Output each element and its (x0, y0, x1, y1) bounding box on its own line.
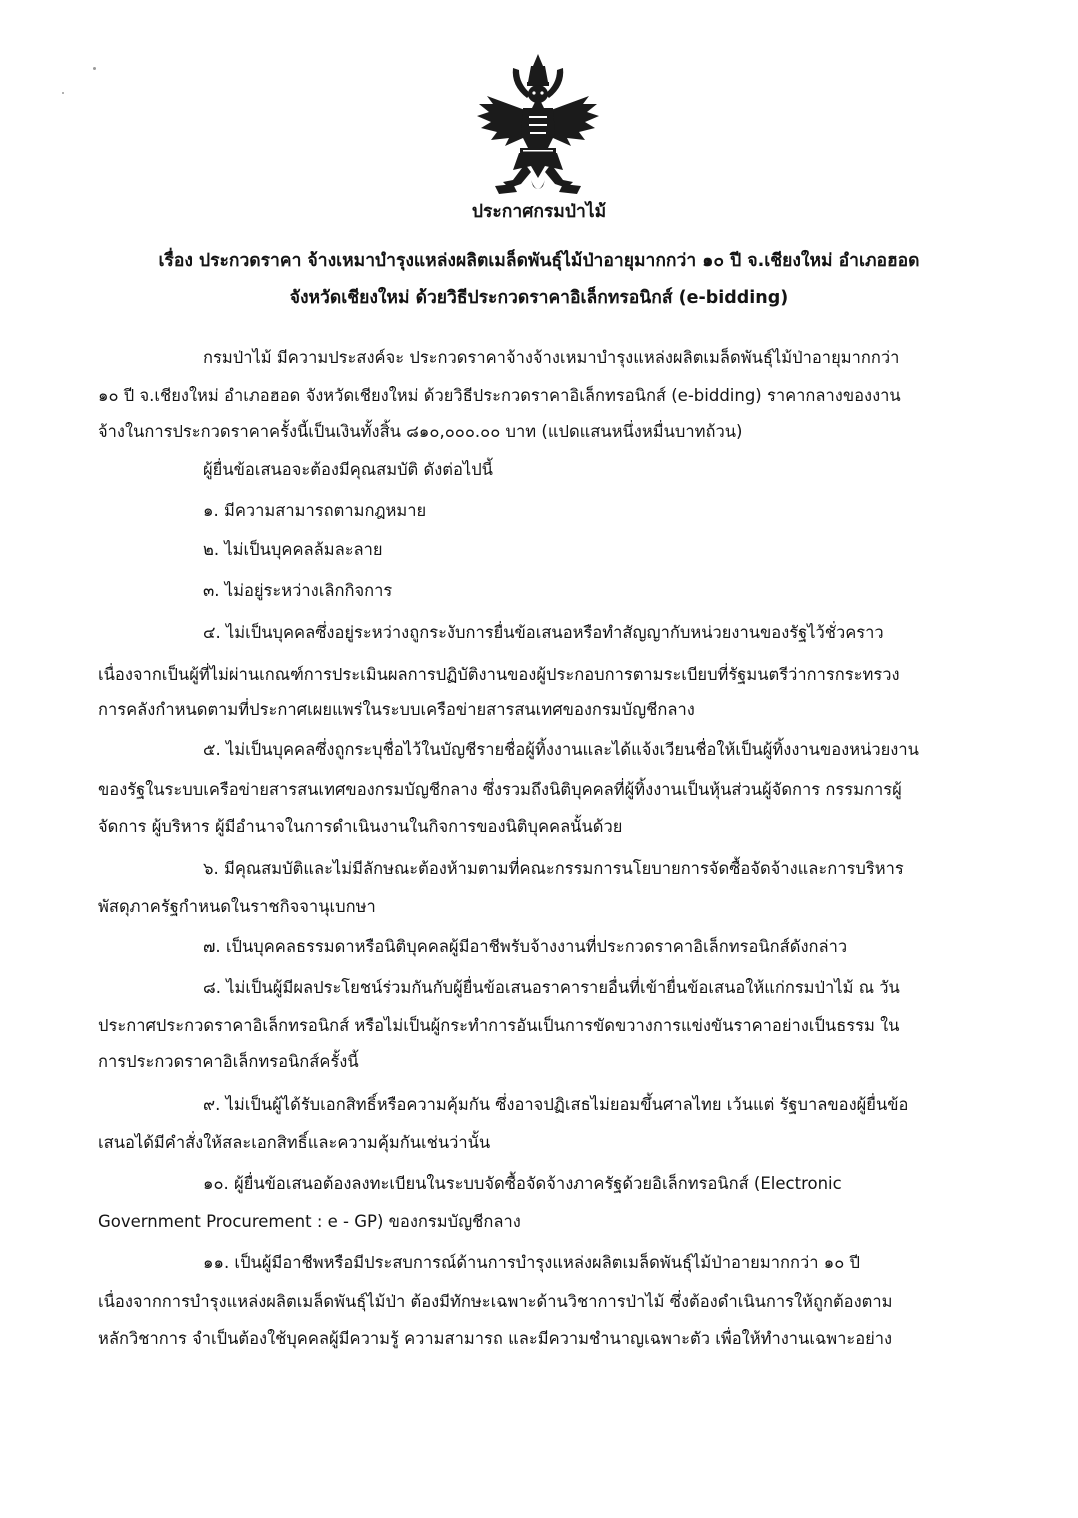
list-item: ๑๐. ผู้ยื่นข้อเสนอต้องลงทะเบียนในระบบจัดซื้อจัดจ้างภาครัฐด้วยอิเล็กทรอนิกส์ (Electronic (203, 1174, 842, 1193)
scan-speck (62, 92, 64, 94)
list-item: ๑๑. เป็นผู้มีอาชีพหรือมีประสบการณ์ด้านการบำรุงแหล่งผลิตเมล็ดพันธุ์ไม้ป่าอายมากกว่า ๑๐ ปี (203, 1253, 861, 1272)
list-item: ๖. มีคุณสมบัติและไม่มีลักษณะต้องห้ามตามที่คณะกรรมการนโยบายการจัดซื้อจัดจ้างและการบริหาร (203, 859, 904, 878)
list-item: ๕. ไม่เป็นบุคคลซึ่งถูกระบุชื่อไว้ในบัญชีรายชื่อผู้ทิ้งงานและได้แจ้งเวียนชื่อให้เป็นผู้ทิ้งงานของหน่วยงาน (203, 740, 919, 759)
paragraph-line: การประกวดราคาอิเล็กทรอนิกส์ครั้งนี้ (98, 1052, 359, 1071)
list-item: ๔. ไม่เป็นบุคคลซึ่งอยู่ระหว่างถูกระงับการยื่นข้อเสนอหรือทำสัญญากับหน่วยงานของรัฐไว้ชั่วคราว (203, 623, 884, 642)
list-item: ๙. ไม่เป็นผู้ได้รับเอกสิทธิ์หรือความคุ้มกัน ซึ่งอาจปฏิเสธไม่ยอมขึ้นศาลไทย เว้นแต่ รัฐบาลของผู้ยื่นข้อ (203, 1095, 909, 1114)
list-item: ๑. มีความสามารถตามกฎหมาย (203, 501, 427, 520)
paragraph-line: ประกาศประกวดราคาอิเล็กทรอนิกส์ หรือไม่เป็นผู้กระทำการอันเป็นการขัดขวางการแข่งขันราคาอย่างเป็นธรรม ใน (98, 1016, 900, 1035)
paragraph-line: เนื่องจากการบำรุงแหล่งผลิตเมล็ดพันธุ์ไม้ป่า ต้องมีทักษะเฉพาะด้านวิชาการป่าไม้ ซึ่งต้องดำเนินการให้ถูกต้องตาม (98, 1292, 893, 1311)
paragraph-line: ของรัฐในระบบเครือข่ายสารสนเทศของกรมบัญชีกลาง ซึ่งรวมถึงนิติบุคคลที่ผู้ทิ้งงานเป็นหุ้นส่วนผู้จัดการ กรรมการผู้ (98, 780, 902, 799)
paragraph-line: จัดการ ผู้บริหาร ผู้มีอำนาจในการดำเนินงานในกิจการของนิติบุคคลนั้นด้วย (98, 817, 623, 836)
subject-line-1: เรื่อง ประกวดราคา จ้างเหมาบำรุงแหล่งผลิตเมล็ดพันธุ์ไม้ป่าอายุมากกว่า ๑๐ ปี จ.เชียงใหม่ อำเภอฮอด (158, 251, 920, 271)
subject-line-2: จังหวัดเชียงใหม่ ด้วยวิธีประกวดราคาอิเล็กทรอนิกส์ (e-bidding) (289, 288, 789, 308)
scan-speck (93, 67, 96, 70)
paragraph-line: เนื่องจากเป็นผู้ที่ไม่ผ่านเกณฑ์การประเมินผลการปฏิบัติงานของผู้ประกอบการตามระเบียบที่รัฐมนตรีว่าการกระทรวง (98, 665, 900, 684)
paragraph-line: ผู้ยื่นข้อเสนอจะต้องมีคุณสมบัติ ดังต่อไปนี้ (203, 460, 493, 479)
paragraph-line: ๑๐ ปี จ.เชียงใหม่ อำเภอฮอด จังหวัดเชียงใหม่ ด้วยวิธีประกวดราคาอิเล็กทรอนิกส์ (e-bidding) ราคากลางของงาน (98, 386, 901, 405)
paragraph-line: การคลังกำหนดตามที่ประกาศเผยแพร่ในระบบเครือข่ายสารสนเทศของกรมบัญชีกลาง (98, 700, 695, 719)
list-item: ๗. เป็นบุคคลธรรมดาหรือนิติบุคคลผู้มีอาชีพรับจ้างงานที่ประกวดราคาอิเล็กทรอนิกส์ดังกล่าว (203, 937, 848, 956)
garuda-emblem-icon (473, 52, 603, 200)
list-item: ๓. ไม่อยู่ระหว่างเลิกกิจการ (203, 581, 393, 600)
paragraph-line: เสนอได้มีคำสั่งให้สละเอกสิทธิ์และความคุ้มกันเช่นว่านั้น (98, 1133, 491, 1152)
paragraph-line: หลักวิชาการ จำเป็นต้องใช้บุคคลผู้มีความรู้ ความสามารถ และมีความชำนาญเฉพาะตัว เพื่อให้ทำงานเฉพาะอย่าง (98, 1329, 893, 1348)
paragraph-line: พัสดุภาครัฐกำหนดในราชกิจจานุเบกษา (98, 897, 376, 916)
paragraph-line: กรมป่าไม้ มีความประสงค์จะ ประกวดราคาจ้างจ้างเหมาบำรุงแหล่งผลิตเมล็ดพันธุ์ไม้ป่าอายุมากกว่า (203, 348, 900, 367)
list-item: ๘. ไม่เป็นผู้มีผลประโยชน์ร่วมกันกับผู้ยื่นข้อเสนอราคารายอื่นที่เข้ายื่นข้อเสนอให้แก่กรมป่าไม้ ณ วัน (203, 978, 900, 997)
page-title: ประกาศกรมป่าไม้ (471, 202, 607, 222)
paragraph-line: Government Procurement : e - GP) ของกรมบัญชีกลาง (98, 1212, 521, 1231)
list-item: ๒. ไม่เป็นบุคคลล้มละลาย (203, 540, 383, 559)
paragraph-line: จ้างในการประกวดราคาครั้งนี้เป็นเงินทั้งสิ้น ๘๑๐,๐๐๐.๐๐ บาท (แปดแสนหนึ่งหมื่นบาทถ้วน) (98, 422, 743, 441)
